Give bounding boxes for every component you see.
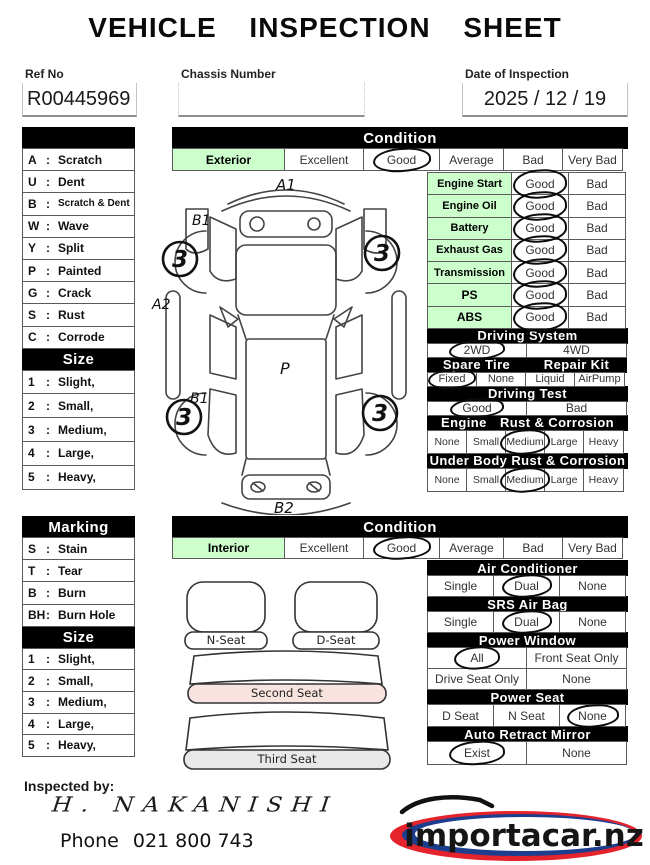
legend-row: 4 : Large, [22,713,135,736]
air-conditioner-row [427,575,628,597]
option-very-bad: Very Bad [562,148,623,171]
driving-system-header: Driving System [427,328,628,344]
option-n-seat: N Seat [493,704,560,727]
legend-row: S : Rust [22,303,135,326]
option-excellent: Excellent [284,148,364,171]
second-seat-back [190,651,382,684]
check-label: ABS [427,306,512,329]
phone-number: Phone 021 800 743 [60,830,254,852]
wheel-mark: 3 [373,241,391,267]
auto-retract-mirror-header: Auto Retract Mirror [427,726,628,742]
legend-row: 2 : Small, [22,393,135,418]
right-sill-strip [392,291,406,399]
wheel-mark: 3 [175,405,193,431]
option-good: Good [511,172,569,195]
option-average: Average [439,148,504,171]
importacar-logo [388,792,644,862]
option-heavy: Heavy [583,430,624,454]
srs-airbag-row [427,611,628,633]
option-single: Single [427,575,494,597]
rear-window [242,459,330,475]
check-label: Engine Start [427,172,512,195]
option-heavy: Heavy [583,468,624,492]
label-b1-front: B1 [192,213,211,229]
legend-row: 3 : Medium, [22,417,135,442]
car-silhouette-icon [402,797,492,812]
third-seat-label: Third Seat [257,752,317,766]
option-bad: Bad [503,148,563,171]
underbody-rust-header: Under Body Rust & Corrosion [427,453,628,469]
table-row [427,306,628,329]
legend-row: 3 : Medium, [22,691,135,714]
table-row [427,261,628,284]
engine-rust-row [427,430,628,454]
third-seat-back [186,712,388,750]
option-exist: Exist [427,741,527,765]
option-bad: Bad [526,401,627,416]
option-good: Good [511,217,569,240]
option-good: Good [511,261,569,284]
exterior-condition-table [172,127,628,171]
option-none: None [476,372,526,387]
option-fixed: Fixed [427,372,477,387]
option-bad: Bad [568,239,626,262]
check-label: Battery [427,217,512,240]
srs-airbag-header: SRS Air Bag [427,596,628,612]
engine-rust-header: Engine Rust & Corrosion [427,415,628,431]
second-seat-label: Second Seat [251,686,323,700]
left-fender [210,217,236,281]
option-good: Good [511,239,569,262]
option-bad: Bad [568,306,626,329]
legend-row: C : Corrode [22,326,135,349]
option-drive-seat-only: Drive Seat Only [427,668,527,690]
spare-tire-header: Spare Tire [427,357,527,373]
right-fender [336,217,362,281]
interior-legend [22,516,135,757]
windshield [238,315,334,339]
chassis-label: Chassis Number [181,67,276,81]
table-row [427,172,628,195]
option-2wd: 2WD [427,343,527,358]
option-small: Small [466,468,506,492]
condition-header: Condition [172,516,628,538]
option-d-seat: D Seat [427,704,494,727]
legend-row: 2 : Small, [22,669,135,692]
option-good: Good [363,537,440,559]
legend-row: S : Stain [22,537,135,560]
option-none: None [427,430,467,454]
air-conditioner-header: Air Conditioner [427,560,628,576]
check-label: Transmission [427,261,512,284]
check-label: Exhaust Gas [427,239,512,262]
exterior-checks [427,172,628,492]
logo-text: importacar.nz [404,818,644,854]
ref-no-label: Ref No [25,67,64,81]
option-liquid: Liquid [525,372,575,387]
d-seat-label: D-Seat [316,633,356,647]
inspected-by-label: Inspected by: [24,778,115,794]
marking-header: Marking [22,516,135,538]
option-bad: Bad [568,261,626,284]
driving-system-row [427,343,628,358]
label-a1: A1 [276,176,296,194]
condition-row [172,537,628,559]
legend-row: 4 : Large, [22,441,135,466]
interior-features [427,560,628,765]
rear-panel [242,475,330,499]
condition-row-label: Exterior [172,148,285,171]
page-title: VEHICLE INSPECTION SHEET [88,12,562,43]
ref-no-field [22,83,137,117]
option-good: Good [511,283,569,306]
option-none: None [427,468,467,492]
ref-no-value: R00445969 [27,87,131,110]
option-none: None [559,704,626,727]
inspector-signature: H. NAKANISHI [50,793,340,817]
option-good: Good [363,148,440,171]
wheel-mark: 3 [171,247,189,273]
option-dual: Dual [493,611,560,633]
d-seat-back [295,582,377,632]
hood [236,245,336,315]
driving-test-header: Driving Test [427,386,628,402]
option-good: Good [427,401,527,416]
car-diagram [150,167,422,515]
power-window-row-1 [427,647,628,669]
chassis-field [178,83,365,117]
check-label: PS [427,283,512,306]
condition-header: Condition [172,127,628,149]
roof [246,339,326,459]
condition-row-label: Interior [172,537,285,559]
option-medium: Medium [505,468,545,492]
spare-repair-header [427,357,628,373]
seat-diagram [172,560,404,792]
underbody-rust-row [427,468,628,492]
date-label: Date of Inspection [465,67,570,81]
option-all: All [427,647,527,669]
label-b1-rear: B1 [190,391,209,407]
left-quarter [208,389,236,454]
legend-row: T : Tear [22,559,135,582]
power-seat-header: Power Seat [427,689,628,705]
table-row [427,217,628,240]
size-header: Size [22,348,135,371]
legend-row: BH : Burn Hole [22,604,135,627]
date-value: 2025 / 12 / 19 [483,87,607,110]
front-panel [240,211,332,237]
option-very-bad: Very Bad [562,537,623,559]
power-window-header: Power Window [427,632,628,648]
label-p: P [280,359,290,378]
option-large: Large [544,468,584,492]
right-quarter [336,389,364,454]
option-bad: Bad [568,172,626,195]
driving-test-row [427,401,628,416]
option-good: Good [511,194,569,217]
power-window-row-2 [427,668,628,690]
option-none: None [559,611,626,633]
power-seat-row [427,704,628,727]
option-excellent: Excellent [284,537,364,559]
option-medium: Medium [505,430,545,454]
legend-row: G : Crack [22,281,135,304]
legend-row: P : Painted [22,259,135,282]
legend-row: B : Burn [22,581,135,604]
interior-condition-table [172,516,628,559]
repair-kit-header: Repair Kit [526,357,627,373]
option-4wd: 4WD [526,343,627,358]
option-bad: Bad [568,217,626,240]
option-none: None [559,575,626,597]
label-b2: B2 [274,499,294,515]
label-a2: A2 [152,297,171,313]
legend-row: W : Wave [22,215,135,238]
date-field [462,83,628,117]
option-airpump: AirPump [574,372,625,387]
legend-row: 5 : Heavy, [22,734,135,757]
size-header: Size [22,626,135,649]
auto-retract-mirror-row [427,741,628,765]
legend-row: 5 : Heavy, [22,465,135,490]
legend-row: B : Scratch & Dent [22,192,135,215]
option-large: Large [544,430,584,454]
legend-row: A : Scratch [22,148,135,171]
option-none: None [526,668,627,690]
option-bad: Bad [568,194,626,217]
option-bad: Bad [503,537,563,559]
option-small: Small [466,430,506,454]
option-none: None [526,741,627,765]
table-row [427,283,628,306]
legend-row: U : Dent [22,170,135,193]
marking-header [22,127,135,149]
option-front-seat-only: Front Seat Only [526,647,627,669]
option-single: Single [427,611,494,633]
spare-repair-row [427,372,628,387]
exterior-legend [22,127,135,490]
legend-row: 1 : Slight, [22,370,135,395]
n-seat-back [187,582,265,632]
check-label: Engine Oil [427,194,512,217]
wheel-mark: 3 [371,401,389,427]
option-dual: Dual [493,575,560,597]
option-bad: Bad [568,283,626,306]
legend-row: Y : Split [22,237,135,260]
phone-label: Phone [60,830,119,852]
n-seat-label: N-Seat [206,633,246,647]
table-row [427,239,628,262]
legend-row: 1 : Slight, [22,648,135,671]
table-row [427,194,628,217]
option-average: Average [439,537,504,559]
option-good: Good [511,306,569,329]
